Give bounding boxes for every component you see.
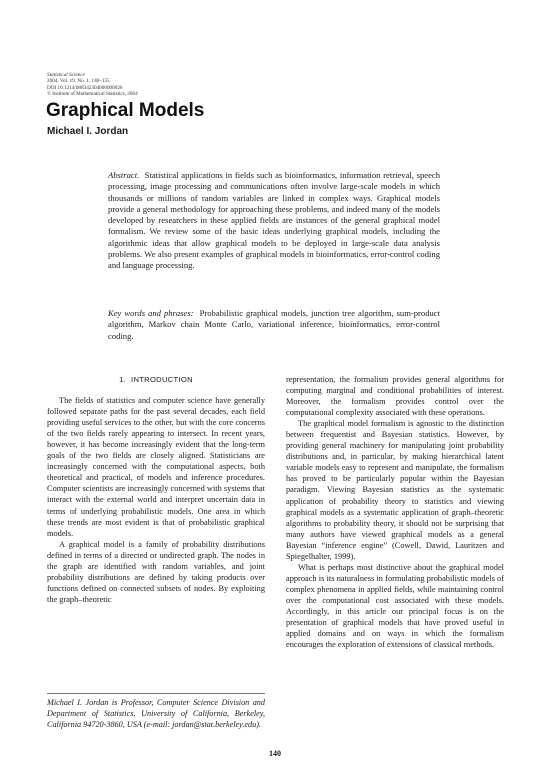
right-paragraph-2: The graphical model formalism is agnostic to the distinction between frequentist and Bayesian statistics. However, by providing general machinery for manipulating joint probability distributions and, in particular, by making hierarchical latent variable models easy to represent and manipulate, the formalism has proved to be particularly popular within the Bayesian paradigm. Viewing Bayesian statistics as the systematic application of probability theory to statistics and viewing graphical models as a systematic application of graph–theoretic algorithms to probability theory, it should not be surprising that many authors have viewed graphical models as a general Bayesian “inference engine” (Cowell, Dawid, Lauritzen and Spiegelhalter, 1999). xyxy=(286,419,504,561)
keywords-label: Key words and phrases: xyxy=(108,308,194,318)
section-title: INTRODUCTION xyxy=(131,375,193,384)
page-number: 140 xyxy=(269,749,281,758)
left-paragraph-1: The fields of statistics and computer science have generally followed separate paths for the past several decades, each field providing useful services to the other, but with the core concerns of the two fields rarely appearing to intersect. In recent years, however, it has become increasingly evident that the long-term goals of the two fields are closely aligned. Statisticians are increasingly concerned with the computational aspects, both theoretical and practical, of models and inference procedures. Computer scientists are increasingly concerned with systems that interact with the external world and interpret uncertain data in terms of underlying probabilistic models. One area in which these trends are most evident is that of probabilistic graphical models. xyxy=(47,396,265,538)
author-footnote: Michael I. Jordan is Professor, Computer Science Division and Department of Statistics, University of California, Berkeley, California 94720-3860, USA (e-mail: jordan@stat.berkeley.edu). xyxy=(47,698,265,729)
abstract-label: Abstract. xyxy=(108,170,140,180)
paper-title: Graphical Models xyxy=(46,100,205,121)
journal-copyright: © Institute of Mathematical Statistics, 2004 xyxy=(47,90,138,97)
abstract-text: Statistical applications in fields such as bioinformatics, information retrieval, speech processing, image processing and communications often involve large-scale models in which thousands or millions of random variables are linked in complex ways. Graphical models provide a general methodology for approaching these problems, and indeed many of the models developed by researchers in these applied fields are instances of the general graphical model formalism. We review some of the basic ideas underlying graphical models, including the algorithmic ideas that allow graphical models to be deployed in large-scale data analysis problems. We also present examples of graphical models in bioinformatics, error-control coding and language processing. xyxy=(108,170,440,271)
right-paragraph-3: What is perhaps most distinctive about the graphical model approach is its naturalness in formulating probabilistic models of complex phenomena in applied fields, while maintaining control over the computational cost associated with these models. Accordingly, in this article our principal focus is on the presentation of graphical models that have proved useful in applied domains and on ways in which the formalism encourages the exploration of extensions of classical methods. xyxy=(286,562,504,650)
journal-doi: DOI 10.1214/088342304000000026 xyxy=(47,84,123,91)
right-column xyxy=(286,374,504,650)
left-column xyxy=(47,374,265,605)
abstract xyxy=(108,170,440,272)
keywords xyxy=(108,308,440,342)
journal-volume: 2004, Vol. 19, No. 1, 140–155 xyxy=(47,78,110,85)
footnote-divider xyxy=(47,693,265,694)
journal-header xyxy=(47,72,307,97)
section-heading xyxy=(47,374,265,385)
left-paragraph-2: A graphical model is a family of probability distributions defined in terms of a directed or undirected graph. The nodes in the graph are identified with random variables, and joint probability distributions are defined by taking products over functions defined on connected subsets of nodes. By exploiting the graph–theoretic xyxy=(47,539,265,604)
section-number: 1. xyxy=(119,375,127,384)
paper-author: Michael I. Jordan xyxy=(47,126,129,137)
journal-name: Statistical Science xyxy=(47,72,85,78)
right-paragraph-1: representation, the formalism provides general algorithms for computing marginal and conditional probabilities of interest. Moreover, the formalism provides control over the computational complexity associated with these operations. xyxy=(286,375,504,418)
keywords-text: Probabilistic graphical models, junction tree algorithm, sum-product algorithm, Markov chain Monte Carlo, variational inference, bioinformatics, error-control coding. xyxy=(108,308,441,341)
